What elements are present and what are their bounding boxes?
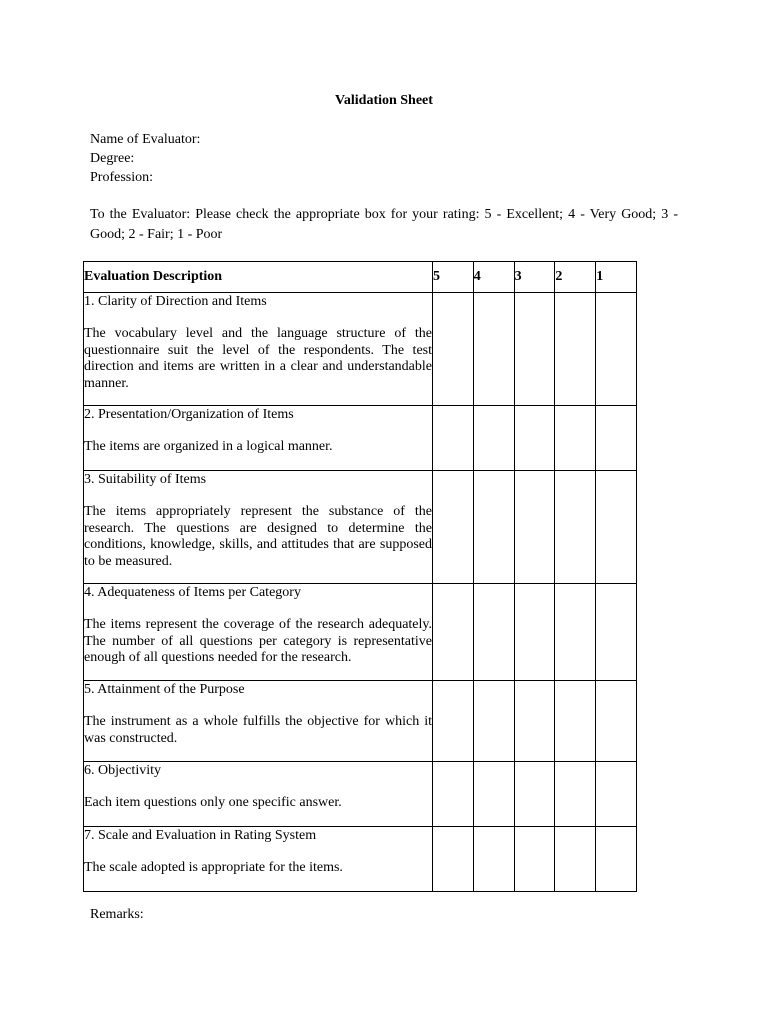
table-row bbox=[84, 293, 637, 406]
rating-box-3[interactable] bbox=[514, 293, 555, 406]
rating-box-5[interactable] bbox=[433, 681, 474, 762]
rating-box-4[interactable] bbox=[473, 471, 514, 584]
rating-box-4[interactable] bbox=[473, 584, 514, 681]
rating-box-1[interactable] bbox=[596, 471, 637, 584]
rating-box-1[interactable] bbox=[596, 406, 637, 471]
rating-box-3[interactable] bbox=[514, 762, 555, 827]
rating-box-3[interactable] bbox=[514, 827, 555, 892]
rating-box-2[interactable] bbox=[555, 584, 596, 681]
degree-label: Degree: bbox=[90, 151, 135, 166]
table-row bbox=[84, 762, 637, 827]
criterion-description: The items are organized in a logical manner. bbox=[84, 439, 333, 454]
criterion-description: The items appropriately represent the substance of the research. The questions are designed to determine the conditions, knowledge, skills, and attitudes that are supposed to be measured. bbox=[84, 504, 432, 569]
rating-box-1[interactable] bbox=[596, 681, 637, 762]
evaluation-table bbox=[83, 261, 637, 892]
criterion-title: 7. Scale and Evaluation in Rating System bbox=[84, 828, 317, 843]
criterion-cell bbox=[84, 471, 433, 584]
rating-box-4[interactable] bbox=[473, 681, 514, 762]
rating-box-3[interactable] bbox=[514, 681, 555, 762]
criterion-cell bbox=[84, 827, 433, 892]
rating-box-4[interactable] bbox=[473, 827, 514, 892]
table-row bbox=[84, 827, 637, 892]
criterion-description: Each item questions only one specific answer. bbox=[84, 795, 342, 810]
criterion-title: 5. Attainment of the Purpose bbox=[84, 682, 245, 697]
rating-box-1[interactable] bbox=[596, 584, 637, 681]
remarks-label: Remarks: bbox=[90, 907, 144, 922]
rating-box-2[interactable] bbox=[555, 293, 596, 406]
header-evaluation-description: Evaluation Description bbox=[84, 262, 433, 293]
header-rating-3: 3 bbox=[514, 262, 555, 293]
rating-box-3[interactable] bbox=[514, 584, 555, 681]
header-rating-5: 5 bbox=[433, 262, 474, 293]
rating-box-4[interactable] bbox=[473, 762, 514, 827]
table-row bbox=[84, 681, 637, 762]
header-rating-1: 1 bbox=[596, 262, 637, 293]
criterion-title: 2. Presentation/Organization of Items bbox=[84, 407, 294, 422]
criterion-cell bbox=[84, 293, 433, 406]
rating-box-5[interactable] bbox=[433, 406, 474, 471]
rating-box-5[interactable] bbox=[433, 827, 474, 892]
evaluator-instructions: To the Evaluator: Please check the appropriate box for your rating: 5 - Excellent; 4 - Very Good; 3 - Good; 2 - Fair; 1 - Poor bbox=[90, 207, 678, 242]
rating-box-4[interactable] bbox=[473, 406, 514, 471]
evaluator-fields bbox=[90, 130, 200, 187]
rating-box-2[interactable] bbox=[555, 471, 596, 584]
rating-box-1[interactable] bbox=[596, 762, 637, 827]
table-row bbox=[84, 406, 637, 471]
criterion-cell bbox=[84, 681, 433, 762]
criterion-title: 1. Clarity of Direction and Items bbox=[84, 294, 267, 309]
rating-box-5[interactable] bbox=[433, 471, 474, 584]
criterion-title: 6. Objectivity bbox=[84, 763, 161, 778]
criterion-description: The items represent the coverage of the research adequately. The number of all questions per category is representative enough of all questions needed for the research. bbox=[84, 617, 432, 665]
rating-box-3[interactable] bbox=[514, 406, 555, 471]
rating-box-1[interactable] bbox=[596, 827, 637, 892]
rating-box-3[interactable] bbox=[514, 471, 555, 584]
criterion-title: 4. Adequateness of Items per Category bbox=[84, 585, 301, 600]
criterion-description: The scale adopted is appropriate for the items. bbox=[84, 860, 343, 875]
table-row bbox=[84, 584, 637, 681]
rating-box-2[interactable] bbox=[555, 681, 596, 762]
rating-box-5[interactable] bbox=[433, 584, 474, 681]
rating-box-4[interactable] bbox=[473, 293, 514, 406]
criterion-description: The instrument as a whole fulfills the objective for which it was constructed. bbox=[84, 714, 432, 746]
rating-box-2[interactable] bbox=[555, 762, 596, 827]
page-title: Validation Sheet bbox=[335, 93, 433, 108]
rating-box-2[interactable] bbox=[555, 406, 596, 471]
table-row bbox=[84, 471, 637, 584]
criterion-cell bbox=[84, 762, 433, 827]
criterion-description: The vocabulary level and the language structure of the questionnaire suit the level of the respondents. The test direction and items are written in a clear and understandable manner. bbox=[84, 326, 432, 391]
evaluator-name-label: Name of Evaluator: bbox=[90, 132, 201, 147]
header-rating-2: 2 bbox=[555, 262, 596, 293]
profession-label: Profession: bbox=[90, 170, 153, 185]
table-header-row bbox=[84, 262, 637, 293]
rating-box-5[interactable] bbox=[433, 762, 474, 827]
criterion-cell bbox=[84, 584, 433, 681]
rating-box-2[interactable] bbox=[555, 827, 596, 892]
header-rating-4: 4 bbox=[473, 262, 514, 293]
rating-box-5[interactable] bbox=[433, 293, 474, 406]
criterion-cell bbox=[84, 406, 433, 471]
criterion-title: 3. Suitability of Items bbox=[84, 472, 207, 487]
rating-box-1[interactable] bbox=[596, 293, 637, 406]
